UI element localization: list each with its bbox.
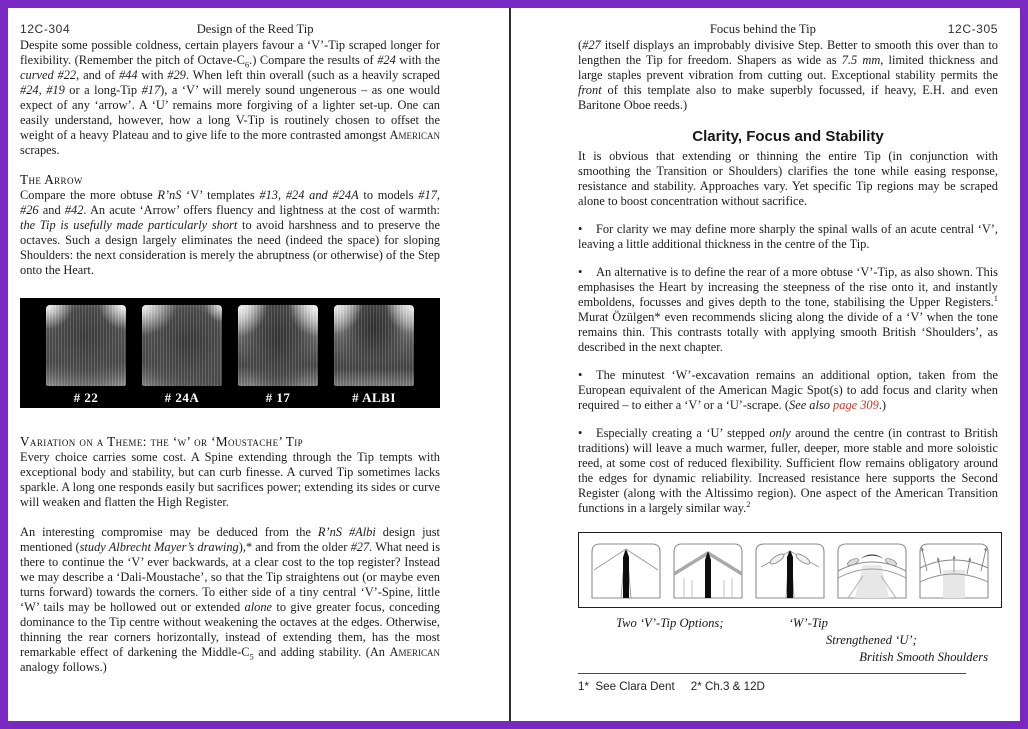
photo-cell	[142, 305, 222, 408]
caption-row	[578, 615, 998, 632]
caption-row	[578, 632, 998, 649]
bullet-marker: •	[578, 222, 583, 236]
bullet-item	[578, 368, 998, 413]
bullet-marker: •	[578, 368, 583, 382]
left-page-number: 12C-304	[20, 22, 71, 36]
acute-v-tip-diagram	[588, 541, 664, 599]
bullet-item	[578, 222, 998, 252]
strengthened-u-diagram	[834, 541, 910, 599]
reed-photo-22	[46, 305, 126, 386]
bullet-text: The minutest ‘W’-excavation remains an additional option, taken from the European equivalent of the American Magic Spot(s) to add focus and clarity when required – to either a ‘V’ or a ‘U’-scrape. (See also page 309.)	[578, 368, 998, 412]
right-running-title: Focus behind the Tip	[709, 22, 816, 36]
reed-tip-photo-figure	[20, 298, 440, 408]
paragraph: (#27 itself displays an improbably divisive Step. Better to smooth this over than to lengthen the Tip for freedom. Shapers as wide as 7.5 mm, limited thickness and large staples prevent vibration from cutting out. Exceptional stability permits the front of this template also to make superbly focussed, if heavy, E.H. and even Baritone Oboe reeds.)	[578, 38, 999, 112]
caption-v-tip-options: Two ‘V’-Tip Options;	[616, 616, 724, 630]
photo-cell	[46, 305, 126, 408]
reed-photo-24a	[142, 305, 222, 386]
tip-scrape-diagram-figure	[578, 532, 1002, 608]
right-page	[511, 8, 1020, 721]
footnote-separator	[578, 673, 966, 674]
paragraph: Compare the more obtuse R’nS ‘V’ templates #13, #24 and #24A to models #17, #26 and #42. An acute ‘Arrow’ offers fluency and lightness at the cost of warmth: the Tip is usefully made particularly short to avoid harshness and to preserve the octaves. Such a design largely eliminates the need (indeed the space) for sloping Shoulders: the next consideration is merely the abruptness (or otherwise) of the Step onto the Heart.	[20, 188, 440, 277]
photo-cell	[238, 305, 318, 408]
bullet-text: Especially creating a ‘U’ stepped only around the centre (in contrast to British traditions) will leave a much warmer, fuller, deeper, more stable and more soloistic reed, at some cost of reduced flexibility. Sufficient flow remains obligatory around the edges for dynamic reliability. Increased resistance here supports the Second Register (along with the Altissimo region). One aspect of the American Transition functions in a largely similar way.$^2$	[578, 426, 998, 515]
caption-w-tip: ‘W’-Tip	[788, 616, 828, 630]
paragraph: Every choice carries some cost. A Spine extending through the Tip tempts with exceptional body and stability, but can curb finesse. A curved Tip sometimes lacks sparkle. A long one responds easily but sacrifices power; extending its sides or curve will weaken and flatten the High Register.	[20, 450, 440, 509]
w-tip-diagram	[752, 541, 828, 599]
reed-photo-albi	[334, 305, 414, 386]
paragraph: It is obvious that extending or thinning the entire Tip (in conjunction with smoothing the Transition or Shoulders) clarifies the tone while easing response, resistance and stability. Approaches vary. Yet specific Tip regions may be scraped alone to boost concentration without sacrifice.	[578, 149, 998, 208]
footnote-text: 1* See Clara Dent 2* Ch.3 & 12D	[578, 680, 765, 693]
section-heading-the-arrow: The Arrow	[20, 172, 83, 187]
photo-cell	[334, 305, 414, 408]
paragraph: An interesting compromise may be deduced from the R’nS #Albi design just mentioned (study Albrecht Mayer’s drawing),* and from the older #27. What need is there to continue the ‘V’ ever backwards, at a clear cost to the top register? Instead we may describe a ‘Dali-Moustache’, so that the Tip straightens out (or maybe even turns forward) towards the corners. To either side of a tiny central ‘V’-Spine, little ‘W’ tails may be hollowed out or extended alone to give greater focus, conceding dominance to the Tip centre without weakening the octaves at the edges. Otherwise, thinning the rear corners horizontally, instead of extending them, has the most remarkable effect of darkening the Middle-$C_5$ and adding stability. (An American analogy follows.)	[20, 525, 441, 674]
paragraph: Despite some possible coldness, certain players favour a ‘V’-Tip scraped longer for flexibility. (Remember the pitch of Octave-$C_6$.) Compare the results of #24 with the curved #22, and of #44 with #29. When left thin overall (such as a heavily scraped #24, #19 or a long-Tip #17), a ‘V’ will merely sound ungenerous – as one would expect of any ‘arrow’. A ‘U’ remains more forgiving of a lighter set-up. One can easily understand, however, how a long V-Tip is routinely chosen to offset the weight of a heavy Plateau and to give life to the more contrasted amongst American scrapes.	[20, 38, 441, 157]
bullet-item	[578, 265, 998, 355]
left-running-title: Design of the Reed Tip	[196, 22, 314, 36]
figure-captions	[578, 615, 998, 666]
bullet-marker: •	[578, 265, 583, 279]
bullet-text: An alternative is to define the rear of a more obtuse ‘V’-Tip, as also shown. This emphasises the Heart by increasing the steepness of the rise onto it, and instantly emboldens, focusses and gives depth to the tone, stabilising the Upper Registers.$^1$ Murat Özülgen* even recommends slicing along the divide of a ‘V’ when the tone remains thin. This contrasts totally with applying smooth British ‘Shoulders’, as described in the next chapter.	[578, 265, 998, 354]
obtuse-v-tip-diagram	[670, 541, 746, 599]
right-running-header	[578, 22, 998, 38]
photo-label: # 24A	[164, 390, 200, 405]
bullet-text: For clarity we may define more sharply the spinal walls of an acute central ‘V’, leaving a little additional thickness in the centre of the Tip.	[578, 222, 998, 251]
left-page	[8, 8, 509, 721]
page-spread	[8, 8, 1020, 721]
caption-british-smooth-shoulders: British Smooth Shoulders	[859, 650, 988, 664]
section-heading-moustache-tip: Variation on a Theme: the ‘w’ or ‘Moustache’ Tip	[20, 434, 303, 449]
photo-label: # 17	[265, 390, 291, 405]
smooth-shoulders-diagram	[916, 541, 992, 599]
section-heading-clarity-focus-stability: Clarity, Focus and Stability	[692, 128, 884, 145]
photo-label: # 22	[73, 390, 99, 405]
right-page-number: 12C-305	[947, 22, 998, 36]
caption-strengthened-u: Strengthened ‘U’;	[826, 633, 917, 647]
caption-row	[578, 649, 998, 666]
reed-photo-17	[238, 305, 318, 386]
bullet-marker: •	[578, 426, 583, 440]
cross-reference-link[interactable]: page 309	[833, 398, 879, 412]
left-running-header	[20, 22, 440, 38]
bullet-item	[578, 426, 998, 516]
photo-label: # ALBI	[352, 390, 396, 405]
